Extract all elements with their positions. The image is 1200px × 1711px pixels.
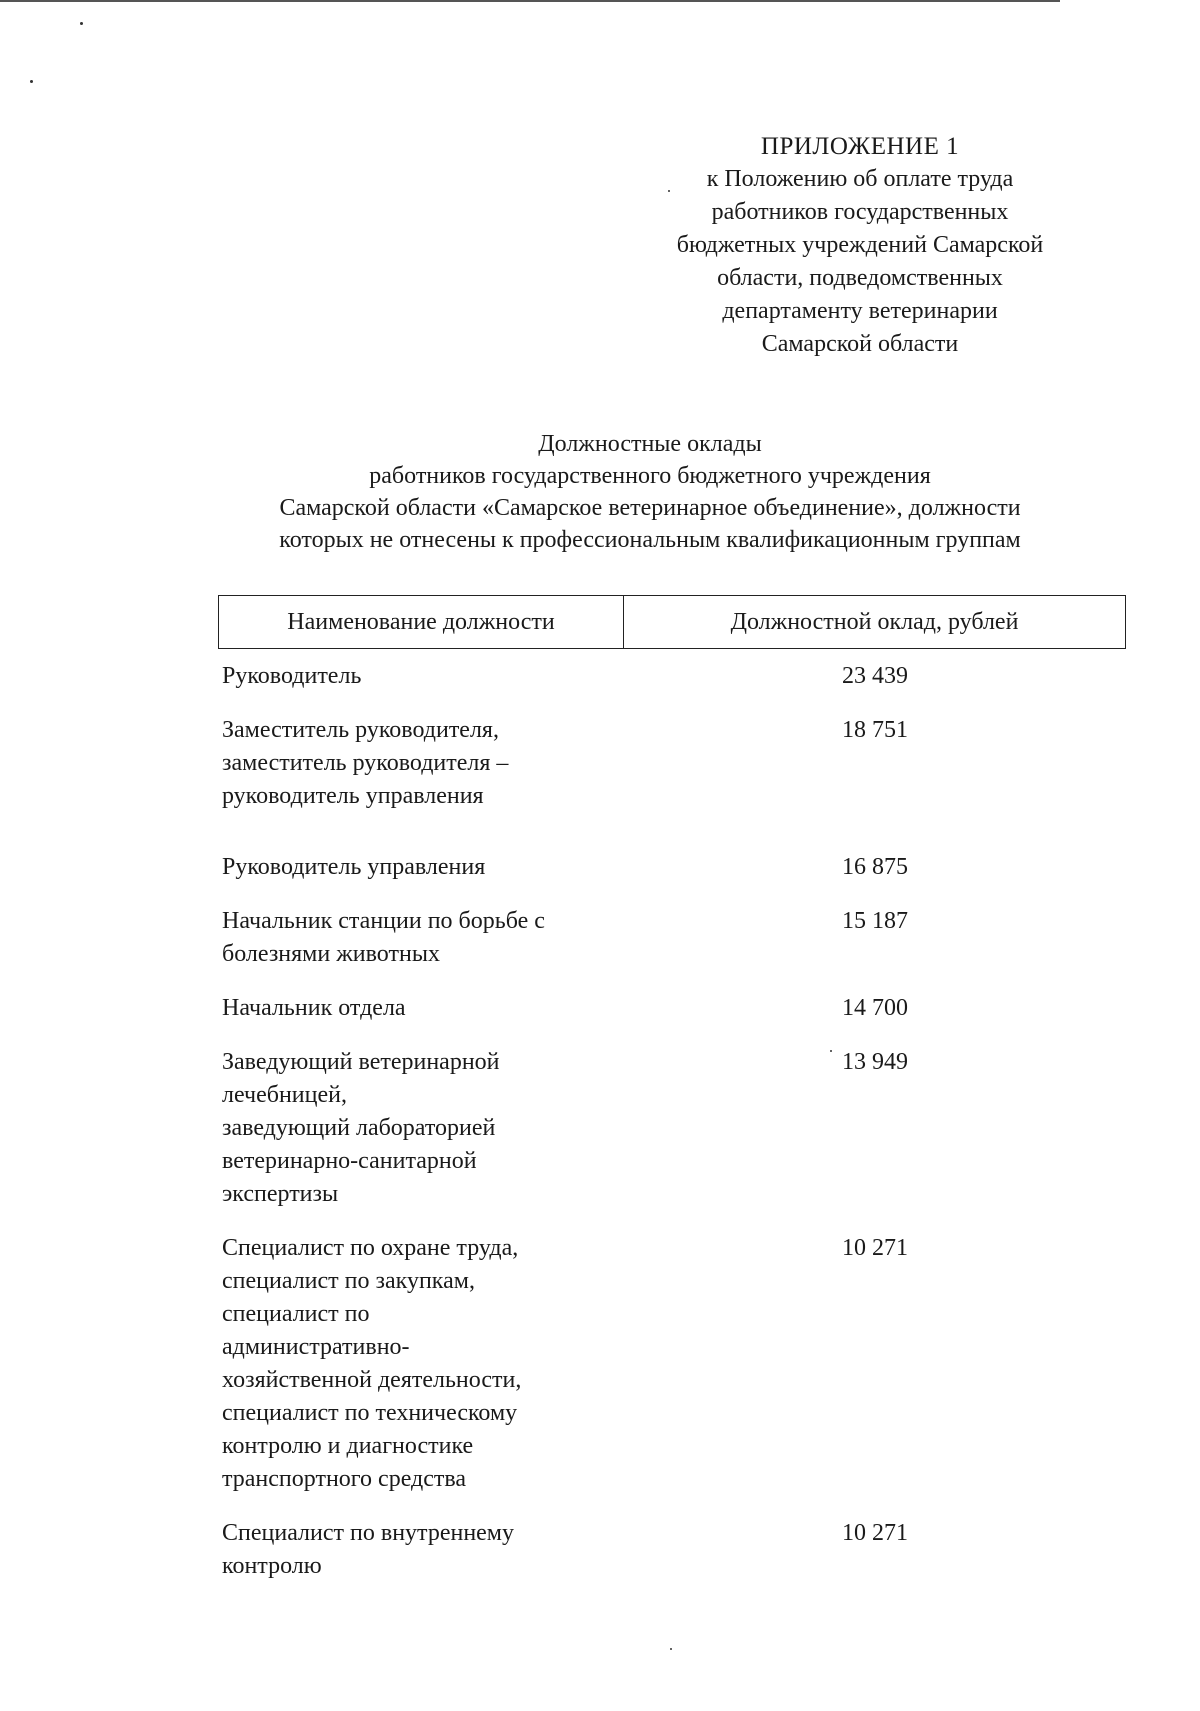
position-name: Начальник станции по борьбе с болезнями животных [222, 908, 545, 967]
title-line: Самарской области «Самарское ветеринарное объединение», должности [279, 495, 1021, 521]
scan-speck [80, 22, 83, 25]
table-row [218, 1517, 1126, 1583]
salary-value: 10 271 [842, 1520, 908, 1546]
position-name: Специалист по внутреннему контролю [222, 1520, 514, 1579]
table-header [218, 595, 1126, 649]
table-row [218, 905, 1126, 971]
appendix-line: департаменту ветеринарии [722, 298, 998, 324]
column-header-salary: Должностной оклад, рублей [730, 608, 1019, 635]
table-row [218, 1046, 1126, 1211]
salary-value: 13 949 [842, 1049, 908, 1075]
title-line: Должностные оклады [538, 431, 762, 457]
salary-value: 18 751 [842, 717, 908, 743]
column-header-position: Наименование должности [219, 596, 624, 648]
salary-value: 16 875 [842, 854, 908, 880]
salary-table-body [218, 650, 1126, 1583]
appendix-block [620, 130, 1100, 361]
position-name: Специалист по охране труда, специалист по закупкам, специалист по административно- хозяйственной деятельности, специалист по техническому контролю и диагностике транспортного средства [222, 1235, 522, 1492]
scan-speck [30, 80, 33, 83]
appendix-line: Самарской области [761, 331, 959, 357]
salary-value: 14 700 [842, 995, 908, 1021]
salary-value: 15 187 [842, 908, 908, 934]
title-line: работников государственного бюджетного учреждения [369, 463, 931, 489]
table-row [218, 992, 1126, 1025]
title-line: которых не отнесены к профессиональным квалификационным группам [279, 527, 1021, 553]
salary-value: 23 439 [842, 663, 908, 689]
appendix-line: к Положению об оплате труда [706, 166, 1014, 192]
position-name: Заместитель руководителя, заместитель руководителя – руководитель управления [222, 717, 509, 809]
appendix-line: работников государственных [711, 199, 1009, 225]
position-name: Руководитель [222, 663, 362, 689]
appendix-heading: ПРИЛОЖЕНИЕ 1 [760, 133, 960, 160]
position-name: Начальник отдела [222, 995, 406, 1021]
document-title [150, 428, 1150, 556]
scan-top-edge [0, 0, 1060, 2]
table-row [218, 851, 1126, 884]
table-row [218, 1232, 1126, 1496]
position-name: Руководитель управления [222, 854, 486, 880]
appendix-line: бюджетных учреждений Самарской [676, 232, 1044, 258]
salary-value: 10 271 [842, 1235, 908, 1261]
table-row [218, 714, 1126, 813]
appendix-line: области, подведомственных [717, 265, 1003, 291]
position-name: Заведующий ветеринарной лечебницей, заведующий лабораторией ветеринарно-санитарной экспертизы [222, 1049, 500, 1207]
scan-speck [670, 1648, 672, 1650]
table-row [218, 660, 1126, 693]
